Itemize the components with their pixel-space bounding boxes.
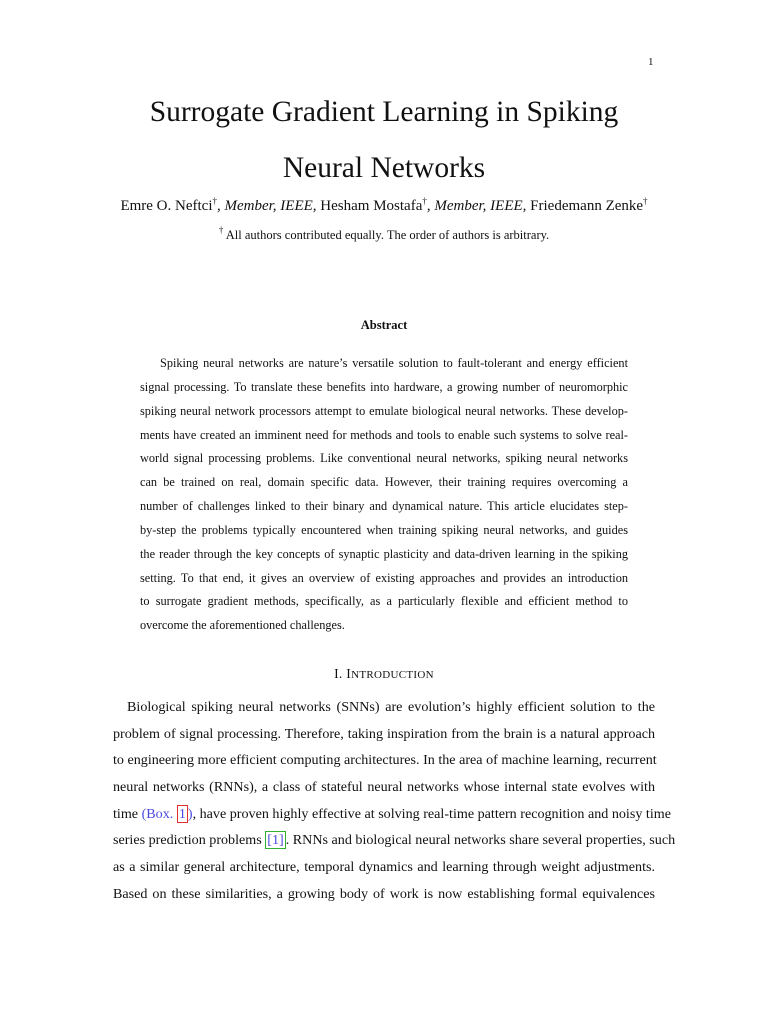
body-text: time [113, 805, 142, 822]
paper-title-line-1: Surrogate Gradient Learning in Spiking [149, 96, 619, 128]
box-citation-prefix: (Box. [141, 805, 177, 822]
page-number: 1 [648, 56, 654, 68]
abstract-line: setting. To that end, it gives an overview of existing approaches and provides an introduction [140, 570, 628, 585]
author-separator: , [426, 198, 435, 214]
body-line: Biological spiking neural networks (SNNs) are evolution’s highly efficient solution to the [127, 699, 655, 715]
body-line [113, 827, 676, 854]
author-name: Emre O. Neftci [120, 198, 213, 214]
abstract-line: signal processing. To translate these benefits into hardware, a growing number of neuromorphic [140, 379, 628, 394]
reference-bracket: ] [279, 832, 284, 849]
abstract-line: the reader through the key concepts of synaptic plasticity and data-driven learning in the spiking [140, 546, 628, 561]
box-citation-link[interactable] [142, 805, 193, 823]
abstract-line: to surrogate gradient methods, specifically, as a particularly flexible and efficient method to [140, 594, 628, 609]
body-line: as a similar general architecture, temporal dynamics and learning through weight adjustments. [113, 859, 655, 876]
abstract-line: number of challenges linked to their binary and dynamical nature. This article elucidates step- [140, 499, 628, 514]
body-line: Based on these similarities, a growing body of work is now establishing formal equivalences [113, 885, 655, 902]
author-name: Friedemann Zenke [526, 198, 644, 214]
abstract-body [140, 352, 628, 638]
abstract-heading: Abstract [360, 318, 408, 332]
reference-citation-link[interactable] [265, 831, 285, 849]
author-separator: , [216, 198, 225, 214]
paper-title-line-2: Neural Networks [282, 152, 486, 184]
dagger-mark: † [643, 196, 648, 206]
section-title-rest: NTRODUCTION [351, 669, 434, 681]
abstract-line: ments have created an imminent need for methods and tools to enable such systems to solve real- [140, 427, 628, 442]
reference-number: 1 [271, 832, 280, 849]
section-initial: I [346, 666, 352, 681]
author-note-text: All authors contributed equally. The order of authors is arbitrary. [223, 228, 550, 242]
body-line [113, 801, 671, 828]
body-line: to engineering more efficient computing architectures. In the area of machine learning, recurrent [113, 752, 657, 769]
body-line: neural networks (RNNs), a class of stateful neural networks whose internal state evolves with [113, 779, 655, 796]
author-role: Member, IEEE, [224, 198, 317, 214]
dagger-mark: † [422, 196, 427, 206]
section-number: I. [334, 666, 347, 681]
paper-title [0, 84, 768, 196]
box-citation-suffix: ) [187, 805, 193, 822]
abstract-line: can be trained on real, domain specific data. However, their training requires overcoming a [140, 475, 628, 490]
body-line: problem of signal processing. Therefore, taking inspiration from the brain is a natural approach [113, 725, 655, 742]
section-heading-introduction [0, 666, 768, 682]
body-text: , have proven highly effective at solving real-time pattern recognition and noisy time [192, 805, 671, 822]
author-note [0, 226, 768, 244]
body-text: . RNNs and biological neural networks share several properties, such [285, 832, 676, 849]
abstract-line: spiking neural network processors attempt to emulate biological neural networks. These develop- [140, 403, 628, 418]
reference-bracket: [ [267, 832, 272, 849]
abstract-line: Spiking neural networks are nature’s versatile solution to fault-tolerant and energy efficient [160, 356, 628, 370]
author-name: Hesham Mostafa [316, 198, 423, 214]
body-text: series prediction problems [113, 832, 266, 849]
introduction-body [113, 694, 676, 908]
abstract-line: overcome the aforementioned challenges. [140, 618, 345, 633]
author-role: Member, IEEE, [434, 198, 527, 214]
dagger-mark: † [212, 196, 217, 206]
box-citation-number: 1 [178, 805, 186, 822]
author-list [0, 196, 768, 216]
abstract-line: by-step the problems typically encountered when training spiking neural networks, and guides [140, 522, 628, 537]
dagger-mark: † [218, 225, 224, 235]
abstract-line: world signal processing problems. Like conventional neural networks, spiking neural networks [140, 451, 628, 466]
